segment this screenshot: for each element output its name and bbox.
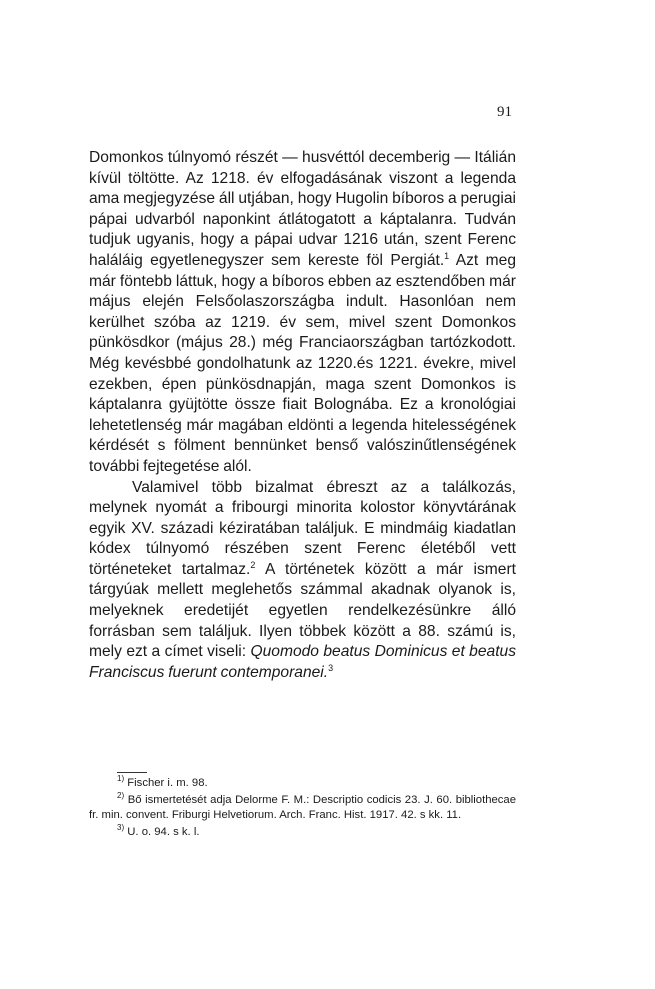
- footnote: [89, 776, 516, 792]
- paragraph-text: Domonkos túlnyomó részét — husvéttól decemberig — Itálián kívül töltötte. Az 1218. év elfogadásának viszont a legenda ama megjegyzése áll utjában, hogy Hugolin bíboros a perugiai pápai udvarból naponkint átlátogatott a káptalanra. Tudván tudjuk ugyanis, hogy a pápai udvar 1216 után, szent Ferenc haláláig egyetlenegyszer sem kereste föl Pergiát.: [89, 149, 516, 269]
- paragraph-text: Azt meg már föntebb láttuk, hogy a bíboros ebben az esztendőben már május elején Felsőolaszországba indult. Hasonlóan nem kerülhet szóba az 1219. év sem, mivel szent Domonkos pünkösdkor (május 28.) még Franciaországban tartózkodott. Még kevésbbé gondolhatunk az 1220.és 1221. évekre, mivel ezekben, épen pünkösdnapján, maga szent Domonkos is káptalanra gyüjtötte össze fiait Bolognába. Ez a kronológiai lehetetlenség már magában eldönti a legenda hitelességének kérdését s fölment bennünket benső valószinűtlenségének további fejtegetése alól.: [89, 251, 517, 475]
- paragraph-text: A történetek között a már ismert tárgyúak mellett meglehetős számmal akadnak olyanok is, melyeknek eredetijét egyetlen rendelkezésünkre álló forrásban sem találjuk. Ilyen többek között a 88. számú is, mely ezt a címet viseli:: [89, 560, 516, 661]
- footnote-divider: [117, 772, 147, 773]
- body-text: [89, 148, 516, 683]
- footnote-mark: 1): [117, 774, 125, 784]
- footnote-mark: 3): [117, 822, 125, 832]
- paragraph-text: Valamivel több bizalmat ébreszt az a találkozás, melynek nyomát a fribourgi minorita kolostor könyvtárának egyik XV. századi kéziratában találjuk. E mindmáig kiadatlan kódex túlnyomó részében szent Ferenc életéből vett történeteket tartalmaz.: [89, 478, 516, 578]
- paragraph: [89, 478, 516, 684]
- footnote-reference: 3: [328, 662, 334, 673]
- footnotes: [89, 776, 516, 841]
- footnote-text: Bő ismertetését adja Delorme F. M.: Descriptio codicis 23. J. 60. bibliothecae fr. min. convent. Friburgi Helvetiorum. Arch. Franc. Hist. 1917. 42. s kk. 11.: [89, 793, 516, 821]
- footnote: [89, 822, 516, 841]
- italic-title: Quomodo beatus Dominicus et beatus Franciscus fuerunt contemporanei.: [89, 643, 516, 681]
- footnote-reference: 1: [444, 250, 450, 261]
- footnote-mark: 2): [117, 790, 125, 800]
- footnote-text: U. o. 94. s k. l.: [124, 825, 200, 838]
- page-number: 91: [497, 104, 512, 120]
- footnote-text: Fischer i. m. 98.: [124, 777, 208, 789]
- paragraph: [89, 148, 516, 478]
- footnote-reference: 2: [250, 559, 256, 570]
- footnote: [89, 790, 516, 824]
